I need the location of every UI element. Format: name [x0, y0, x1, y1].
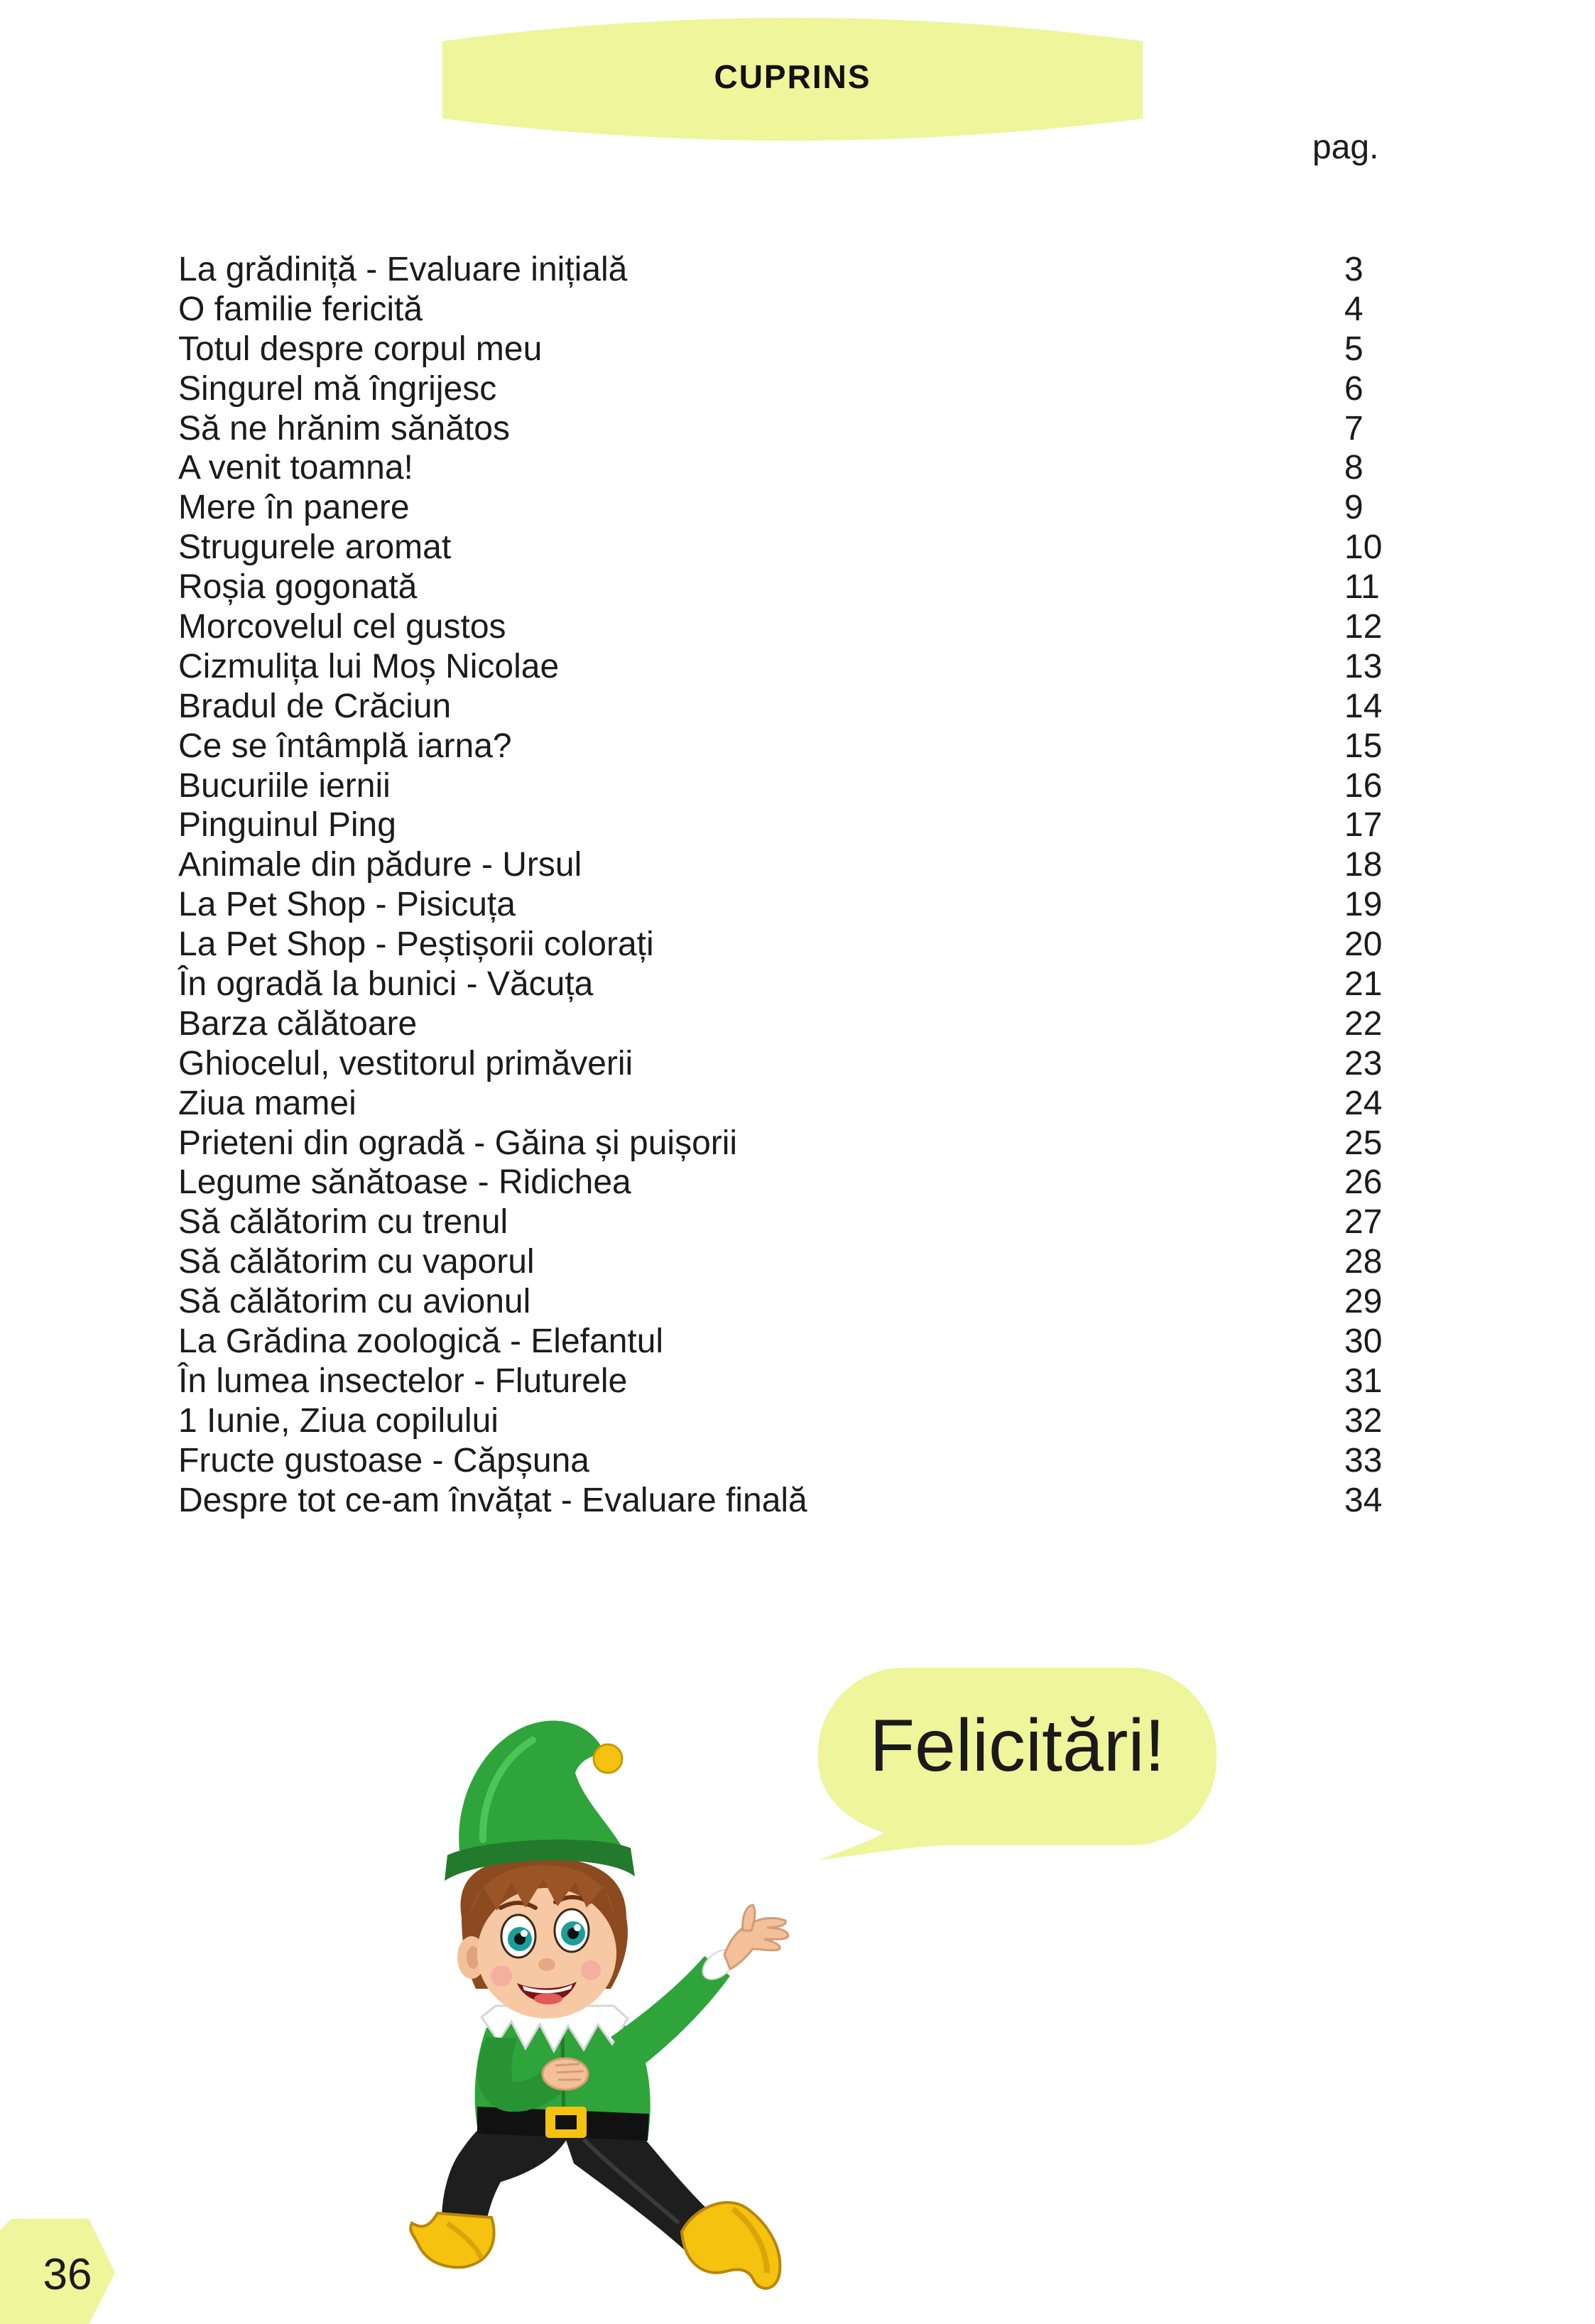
toc-entry	[178, 1322, 1400, 1362]
toc-entry	[178, 1481, 1400, 1521]
toc-entry-page: 12	[1344, 608, 1383, 646]
toc-entry-title: Să călătorim cu avionul	[178, 1283, 531, 1321]
toc-entry-title: Să călătorim cu trenul	[178, 1203, 508, 1242]
toc-entry-title: Bucuriile iernii	[178, 766, 391, 805]
toc-entry	[178, 1084, 1400, 1124]
toc-entry-page: 16	[1344, 766, 1383, 805]
toc-entry	[178, 687, 1400, 727]
elf-right-shoe	[682, 2203, 780, 2288]
toc-entry-title: Pinguinul Ping	[178, 806, 396, 845]
toc-entry	[178, 885, 1400, 925]
toc-entry-title: La Grădina zoologică - Elefantul	[178, 1323, 664, 1361]
toc-entry	[178, 1004, 1400, 1044]
toc-entry-title: 1 Iunie, Ziua copilului	[178, 1401, 499, 1440]
elf-left-shoe	[410, 2213, 494, 2267]
toc-entry-page: 6	[1344, 369, 1363, 408]
toc-entry-title: Roșia gogonată	[178, 568, 418, 607]
toc-entry	[178, 1441, 1400, 1481]
toc-entry-title: La grădiniță - Evaluare inițială	[178, 251, 628, 288]
toc-entry-title: Ziua mamei	[178, 1084, 356, 1122]
toc-entry-title: Barza călătoare	[178, 1004, 418, 1043]
toc-entry-title: La Pet Shop - Pisicuța	[178, 886, 516, 924]
speech-bubble-text: Felicitări!	[869, 1704, 1165, 1787]
toc-entry-title: Morcovelul cel gustos	[178, 608, 506, 646]
elf-illustration	[398, 1705, 795, 2301]
toc-entry-page: 9	[1344, 489, 1363, 527]
toc-entry-page: 22	[1344, 1004, 1383, 1043]
toc-entry-title: Despre tot ce-am învățat - Evaluare finală	[178, 1481, 807, 1519]
toc-entry	[178, 647, 1400, 687]
toc-entry-page: 29	[1344, 1283, 1383, 1321]
toc-entry-page: 20	[1344, 925, 1383, 964]
toc-entry	[178, 369, 1400, 409]
toc-entry-page: 17	[1344, 806, 1383, 845]
toc-entry-title: Bradul de Crăciun	[178, 687, 452, 725]
toc-entry-title: Totul despre corpul meu	[178, 330, 543, 368]
toc-entry-page: 10	[1344, 528, 1383, 567]
elf-hat	[445, 1721, 635, 1881]
toc-entry	[178, 250, 1400, 290]
toc-entry-page: 23	[1344, 1044, 1383, 1082]
toc-entry	[178, 290, 1400, 330]
page-column-label: pag.	[1312, 129, 1379, 166]
toc-entry-title: Să călătorim cu vaporul	[178, 1243, 535, 1281]
page-title: CUPRINS	[714, 58, 871, 95]
toc-entry-page: 27	[1344, 1203, 1383, 1242]
toc-entry	[178, 607, 1400, 647]
toc-entry-page: 13	[1344, 647, 1383, 685]
page-number: 36	[43, 2250, 92, 2299]
toc-entry-page: 11	[1344, 568, 1380, 607]
toc-entry	[178, 1202, 1400, 1242]
toc-entry-page: 26	[1344, 1163, 1383, 1202]
toc-entry-page: 18	[1344, 846, 1383, 884]
toc-entry	[178, 1362, 1400, 1401]
toc-entry	[178, 1044, 1400, 1084]
toc-entry-title: Ce se întâmplă iarna?	[178, 727, 512, 765]
toc-entry	[178, 1242, 1400, 1282]
toc-entry	[178, 488, 1400, 528]
toc-entry-title: Ghiocelul, vestitorul primăverii	[178, 1044, 633, 1082]
toc-entry-page: 3	[1344, 251, 1363, 288]
toc-entry-page: 28	[1344, 1243, 1383, 1281]
toc-entry-title: Animale din pădure - Ursul	[178, 846, 582, 884]
toc-entry-title: În ogradă la bunici - Văcuța	[178, 965, 594, 1004]
toc-entry	[178, 409, 1400, 449]
toc-entry-title: Legume sănătoase - Ridichea	[178, 1163, 631, 1202]
toc-entry-page: 34	[1344, 1481, 1383, 1519]
toc-entry-title: Cizmulița lui Moș Nicolae	[178, 647, 560, 685]
toc-entry	[178, 1124, 1400, 1163]
toc-entry-page: 21	[1344, 965, 1383, 1004]
toc-entry	[178, 965, 1400, 1004]
toc-entry-page: 31	[1344, 1362, 1383, 1400]
toc-entry-page: 25	[1344, 1124, 1383, 1162]
toc-entry-title: Strugurele aromat	[178, 528, 452, 567]
toc-entry-title: Prieteni din ogradă - Găina și puișorii	[178, 1124, 738, 1162]
toc-entry	[178, 1401, 1400, 1441]
toc-entry-page: 14	[1344, 687, 1383, 725]
toc-entry	[178, 1163, 1400, 1202]
toc-entry-page: 7	[1344, 409, 1363, 447]
toc-entry	[178, 845, 1400, 885]
toc-entry-page: 8	[1344, 449, 1363, 487]
toc-entry-page: 19	[1344, 886, 1383, 924]
toc-entry-title: Mere în panere	[178, 489, 410, 527]
toc-entry-title: A venit toamna!	[178, 449, 413, 487]
toc-entry-page: 24	[1344, 1084, 1383, 1122]
table-of-contents	[178, 250, 1400, 1521]
toc-entry-page: 30	[1344, 1323, 1383, 1361]
toc-entry-page: 5	[1344, 330, 1363, 368]
toc-entry-page: 33	[1344, 1441, 1383, 1479]
toc-entry	[178, 528, 1400, 568]
toc-entry-page: 4	[1344, 290, 1363, 328]
toc-entry-title: La Pet Shop - Peștișorii colorați	[178, 925, 654, 964]
toc-entry-title: Să ne hrănim sănătos	[178, 409, 510, 447]
toc-entry-page: 32	[1344, 1401, 1383, 1440]
toc-entry	[178, 805, 1400, 845]
toc-entry	[178, 925, 1400, 965]
toc-entry-title: Fructe gustoase - Căpșuna	[178, 1441, 589, 1479]
elf-hat-pompom	[594, 1744, 622, 1773]
toc-entry-title: O familie fericită	[178, 290, 423, 328]
toc-entry	[178, 1282, 1400, 1322]
toc-entry-page: 15	[1344, 727, 1383, 765]
toc-entry	[178, 727, 1400, 766]
toc-entry	[178, 568, 1400, 607]
toc-entry-title: Singurel mă îngrijesc	[178, 369, 497, 408]
toc-entry-title: În lumea insectelor - Fluturele	[178, 1362, 628, 1400]
toc-entry	[178, 330, 1400, 369]
elf-raised-arm	[611, 1905, 788, 2068]
toc-entry	[178, 766, 1400, 806]
toc-entry	[178, 448, 1400, 488]
